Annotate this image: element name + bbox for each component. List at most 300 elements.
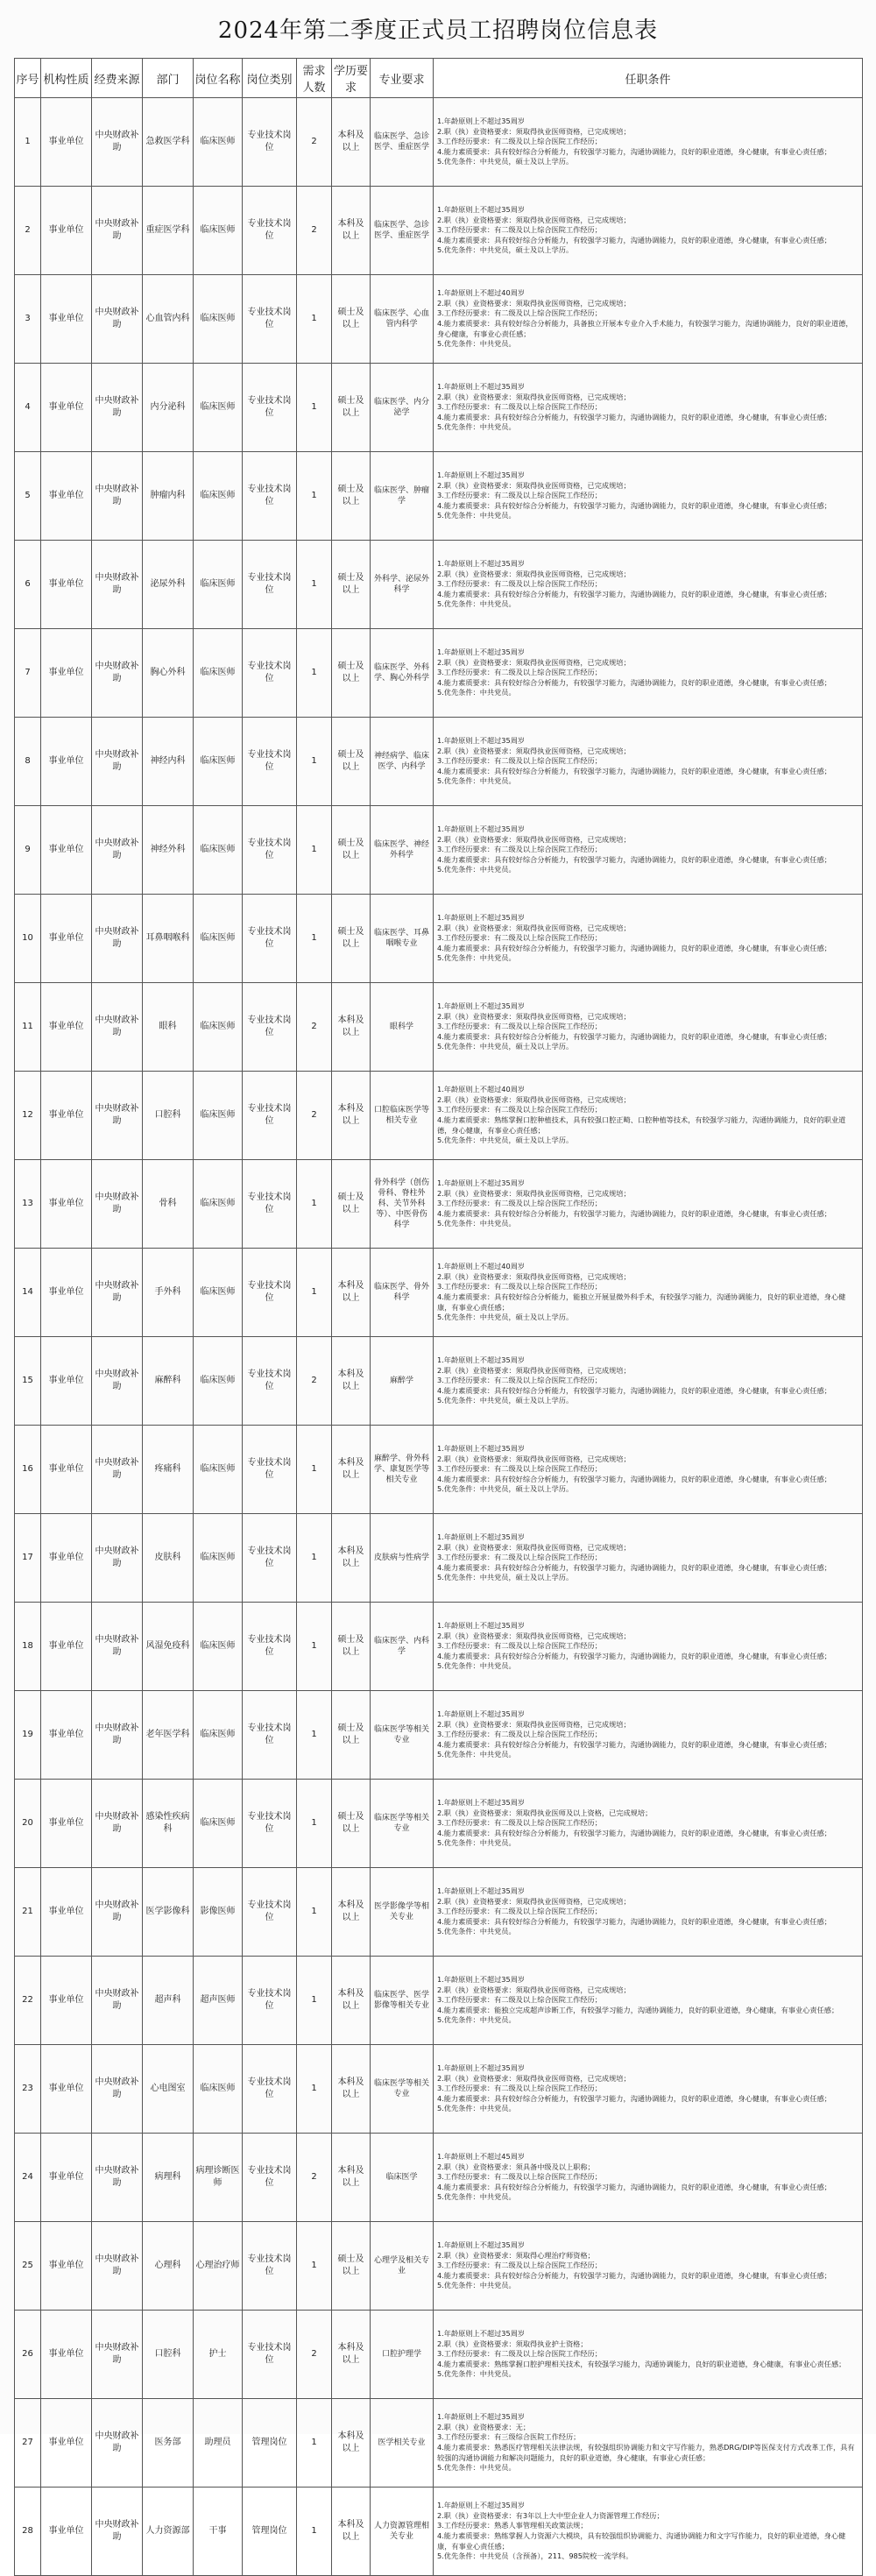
- cell-category: 专业技术岗位: [243, 1868, 297, 1957]
- cell-dept: 耳鼻咽喉科: [143, 895, 194, 983]
- cell-no: 15: [15, 1337, 41, 1426]
- cell-dept: 口腔科: [143, 1072, 194, 1160]
- header-row: [15, 59, 863, 98]
- cell-major: 医学影像学等相关专业: [371, 1868, 434, 1957]
- table-row: [15, 364, 863, 452]
- cell-dept: 口腔科: [143, 2311, 194, 2399]
- cell-no: 19: [15, 1691, 41, 1780]
- cell-category: 专业技术岗位: [243, 452, 297, 541]
- cell-education: 本科及以上: [332, 1337, 371, 1426]
- cell-count: 1: [297, 2488, 332, 2576]
- cell-nature: 事业单位: [41, 1957, 92, 2045]
- cell-category: 专业技术岗位: [243, 718, 297, 806]
- cell-post: 临床医师: [194, 1160, 243, 1249]
- cell-dept: 手外科: [143, 1249, 194, 1337]
- cell-major: 临床医学、神经外科学: [371, 806, 434, 895]
- cell-education: 本科及以上: [332, 1957, 371, 2045]
- cell-post: 临床医师: [194, 187, 243, 275]
- cell-nature: 事业单位: [41, 1072, 92, 1160]
- table-row: [15, 187, 863, 275]
- cell-major: 口腔临床医学等相关专业: [371, 1072, 434, 1160]
- cell-no: 18: [15, 1603, 41, 1691]
- cell-category: 专业技术岗位: [243, 1603, 297, 1691]
- cell-dept: 眼科: [143, 983, 194, 1072]
- cell-post: 影像医师: [194, 1868, 243, 1957]
- cell-count: 1: [297, 1691, 332, 1780]
- cell-fund: 中央财政补助: [92, 2488, 143, 2576]
- cell-requirements: 1.年龄原则上不超过35周岁 2.职（执）业资格要求：须取得执业医师资格，已完成规培； 3.工作经历要求：有二级及以上综合医院工作经历； 4.能力素质要求：具有较好综合分析能力，有较强学习能力，沟通协调能力，良好的职业道德，身心健康，有事业心责任感； 5.优先条件：中共党员。: [434, 1603, 863, 1691]
- cell-education: 硕士及以上: [332, 452, 371, 541]
- cell-category: 专业技术岗位: [243, 98, 297, 187]
- cell-post: 护士: [194, 2311, 243, 2399]
- table-row: [15, 895, 863, 983]
- cell-count: 2: [297, 1072, 332, 1160]
- cell-requirements: 1.年龄原则上不超过40周岁 2.职（执）业资格要求：须取得执业医师资格，已完成规培； 3.工作经历要求：有二级及以上综合医院工作经历； 4.能力素质要求：具有较好综合分析能力，能独立开展显微外科手术，有较强学习能力，沟通协调能力，良好的职业道德，身心健康，有事业心责任感； 5.优先条件：中共党员，硕士及以上学历。: [434, 1249, 863, 1337]
- cell-post: 临床医师: [194, 1072, 243, 1160]
- cell-dept: 风湿免疫科: [143, 1603, 194, 1691]
- cell-fund: 中央财政补助: [92, 2045, 143, 2134]
- cell-post: 临床医师: [194, 364, 243, 452]
- cell-no: 6: [15, 541, 41, 629]
- cell-category: 专业技术岗位: [243, 806, 297, 895]
- cell-count: 1: [297, 718, 332, 806]
- cell-nature: 事业单位: [41, 364, 92, 452]
- cell-dept: 心血管内科: [143, 275, 194, 364]
- cell-no: 17: [15, 1514, 41, 1603]
- cell-count: 1: [297, 452, 332, 541]
- cell-dept: 重症医学科: [143, 187, 194, 275]
- cell-dept: 肿瘤内科: [143, 452, 194, 541]
- table-row: [15, 541, 863, 629]
- cell-education: 本科及以上: [332, 1426, 371, 1514]
- cell-post: 临床医师: [194, 1780, 243, 1868]
- cell-requirements: 1.年龄原则上不超过35周岁 2.职（执）业资格要求：须取得执业医师资格，已完成规培； 3.工作经历要求：有二级及以上综合医院工作经历； 4.能力素质要求：具有较好综合分析能力，有较强学习能力，沟通协调能力，良好的职业道德，身心健康，有事业心责任感； 5.优先条件：中共党员。: [434, 718, 863, 806]
- cell-fund: 中央财政补助: [92, 541, 143, 629]
- cell-fund: 中央财政补助: [92, 2134, 143, 2222]
- cell-nature: 事业单位: [41, 895, 92, 983]
- cell-count: 1: [297, 2045, 332, 2134]
- cell-count: 2: [297, 2134, 332, 2222]
- cell-count: 2: [297, 983, 332, 1072]
- cell-nature: 事业单位: [41, 1603, 92, 1691]
- cell-category: 专业技术岗位: [243, 1957, 297, 2045]
- header-post: 岗位名称: [194, 59, 243, 98]
- cell-count: 1: [297, 2222, 332, 2311]
- cell-count: 1: [297, 1514, 332, 1603]
- cell-fund: 中央财政补助: [92, 1957, 143, 2045]
- cell-major: 临床医学等相关专业: [371, 1780, 434, 1868]
- cell-post: 临床医师: [194, 541, 243, 629]
- table-row: [15, 1249, 863, 1337]
- cell-requirements: 1.年龄原则上不超过35周岁 2.职（执）业资格要求：须取得执业医师及以上资格，已完成规培； 3.工作经历要求：有二级及以上综合医院工作经历； 4.能力素质要求：具有较好综合分析能力，有较强学习能力，沟通协调能力，良好的职业道德，身心健康，有事业心责任感； 5.优先条件：中共党员。: [434, 1780, 863, 1868]
- cell-requirements: 1.年龄原则上不超过35周岁 2.职（执）业资格要求：无； 3.工作经历要求：有三级综合医院工作经历； 4.能力素质要求：熟悉医疗管理相关法律法规，有较强组织协调能力和文字写作能力，熟悉DRG/DIP等医保支付方式改革工作，具有较强的沟通协调能力和解决问题能力，良好的职业道德，身心健康，有事业心责任感； 5.优先条件：中共党员。: [434, 2399, 863, 2488]
- cell-major: 临床医学、耳鼻咽喉专业: [371, 895, 434, 983]
- cell-no: 25: [15, 2222, 41, 2311]
- table-row: [15, 806, 863, 895]
- cell-dept: 病理科: [143, 2134, 194, 2222]
- cell-category: 专业技术岗位: [243, 629, 297, 718]
- cell-dept: 超声科: [143, 1957, 194, 2045]
- cell-post: 临床医师: [194, 452, 243, 541]
- cell-nature: 事业单位: [41, 2045, 92, 2134]
- cell-major: 临床医学、外科学、胸心外科学: [371, 629, 434, 718]
- cell-fund: 中央财政补助: [92, 452, 143, 541]
- cell-education: 硕士及以上: [332, 806, 371, 895]
- cell-no: 16: [15, 1426, 41, 1514]
- cell-requirements: 1.年龄原则上不超过35周岁 2.职（执）业资格要求：须取得心理治疗师资格； 3.工作经历要求：有二级及以上综合医院工作经历； 4.能力素质要求：具有较好综合分析能力，有较强学习能力，沟通协调能力，良好的职业道德，身心健康，有事业心责任感； 5.优先条件：中共党员。: [434, 2222, 863, 2311]
- cell-nature: 事业单位: [41, 541, 92, 629]
- cell-requirements: 1.年龄原则上不超过35周岁 2.职（执）业资格要求：须取得执业护士资格； 3.工作经历要求：有二级及以上综合医院工作经历； 4.能力素质要求：熟练掌握口腔护理相关技术，有较强学习能力，沟通协调能力，良好的职业道德，身心健康，有事业心责任感； 5.优先条件：中共党员。: [434, 2311, 863, 2399]
- cell-requirements: 1.年龄原则上不超过35周岁 2.职（执）业资格要求：有3年以上大中型企业人力资源管理工作经历； 3.工作经历要求：熟悉人事管理相关政策法规； 4.能力素质要求：熟练掌握人力资源六大模块，具有较强组织协调能力、沟通协调能力和文字写作能力，良好的职业道德，身心健康，有事业心责任感； 5.优先条件：中共党员（含预备），211、985院校一流学科。: [434, 2488, 863, 2576]
- cell-major: 眼科学: [371, 983, 434, 1072]
- cell-requirements: 1.年龄原则上不超过35周岁 2.职（执）业资格要求：须取得执业医师资格，已完成规培； 3.工作经历要求：有二级及以上综合医院工作经历； 4.能力素质要求：具有较好综合分析能力，有较强学习能力，沟通协调能力，良好的职业道德，身心健康，有事业心责任感； 5.优先条件：中共党员。: [434, 1160, 863, 1249]
- table-row: [15, 718, 863, 806]
- cell-count: 1: [297, 1426, 332, 1514]
- table-row: [15, 98, 863, 187]
- table-row: [15, 2399, 863, 2488]
- cell-category: 专业技术岗位: [243, 983, 297, 1072]
- cell-category: 专业技术岗位: [243, 275, 297, 364]
- cell-dept: 人力资源部: [143, 2488, 194, 2576]
- cell-major: 心理学及相关专业: [371, 2222, 434, 2311]
- cell-nature: 事业单位: [41, 1780, 92, 1868]
- cell-category: 专业技术岗位: [243, 1072, 297, 1160]
- cell-no: 24: [15, 2134, 41, 2222]
- cell-category: 管理岗位: [243, 2488, 297, 2576]
- cell-count: 2: [297, 187, 332, 275]
- table-row: [15, 1337, 863, 1426]
- cell-nature: 事业单位: [41, 1691, 92, 1780]
- cell-post: 临床医师: [194, 1249, 243, 1337]
- cell-major: 神经病学、临床医学、内科学: [371, 718, 434, 806]
- cell-education: 本科及以上: [332, 1249, 371, 1337]
- cell-count: 1: [297, 1603, 332, 1691]
- cell-category: 专业技术岗位: [243, 1337, 297, 1426]
- cell-fund: 中央财政补助: [92, 1868, 143, 1957]
- table-row: [15, 1957, 863, 2045]
- cell-category: 专业技术岗位: [243, 364, 297, 452]
- cell-category: 专业技术岗位: [243, 187, 297, 275]
- header-category: 岗位类别: [243, 59, 297, 98]
- cell-major: 临床医学、心血管内科学: [371, 275, 434, 364]
- table-row: [15, 2311, 863, 2399]
- cell-education: 硕士及以上: [332, 541, 371, 629]
- cell-education: 硕士及以上: [332, 2222, 371, 2311]
- cell-dept: 胸心外科: [143, 629, 194, 718]
- cell-count: 2: [297, 1337, 332, 1426]
- table-row: [15, 1072, 863, 1160]
- header-nature: 机构性质: [41, 59, 92, 98]
- cell-no: 1: [15, 98, 41, 187]
- cell-requirements: 1.年龄原则上不超过35周岁 2.职（执）业资格要求：须取得执业医师资格，已完成规培； 3.工作经历要求：有二级及以上综合医院工作经历； 4.能力素质要求：具有较好综合分析能力，有较强学习能力，沟通协调能力，良好的职业道德，身心健康，有事业心责任感； 5.优先条件：中共党员。: [434, 1868, 863, 1957]
- cell-education: 本科及以上: [332, 2311, 371, 2399]
- cell-dept: 感染性疾病科: [143, 1780, 194, 1868]
- table-row: [15, 275, 863, 364]
- cell-major: 麻醉学: [371, 1337, 434, 1426]
- cell-education: 硕士及以上: [332, 895, 371, 983]
- cell-post: 临床医师: [194, 98, 243, 187]
- cell-dept: 皮肤科: [143, 1514, 194, 1603]
- cell-requirements: 1.年龄原则上不超过35周岁 2.职（执）业资格要求：须取得执业医师资格，已完成规培； 3.工作经历要求：有二级及以上综合医院工作经历； 4.能力素质要求：具有较好综合分析能力，有较强学习能力，沟通协调能力，良好的职业道德，身心健康，有事业心责任感； 5.优先条件：中共党员。: [434, 895, 863, 983]
- cell-nature: 事业单位: [41, 2311, 92, 2399]
- cell-education: 本科及以上: [332, 2134, 371, 2222]
- table-row: [15, 1691, 863, 1780]
- cell-no: 3: [15, 275, 41, 364]
- cell-post: 心理治疗师: [194, 2222, 243, 2311]
- cell-category: 专业技术岗位: [243, 2045, 297, 2134]
- cell-fund: 中央财政补助: [92, 1337, 143, 1426]
- cell-post: 病理诊断医师: [194, 2134, 243, 2222]
- cell-requirements: 1.年龄原则上不超过35周岁 2.职（执）业资格要求：须取得执业医师资格，已完成规培； 3.工作经历要求：有二级及以上综合医院工作经历； 4.能力素质要求：具有较好综合分析能力，有较强学习能力，沟通协调能力，良好的职业道德，身心健康，有事业心责任感； 5.优先条件：中共党员。: [434, 2045, 863, 2134]
- cell-major: 外科学、泌尿外科学: [371, 541, 434, 629]
- cell-post: 超声医师: [194, 1957, 243, 2045]
- cell-dept: 医学影像科: [143, 1868, 194, 1957]
- table-row: [15, 2134, 863, 2222]
- cell-category: 专业技术岗位: [243, 895, 297, 983]
- cell-dept: 麻醉科: [143, 1337, 194, 1426]
- cell-major: 临床医学、肿瘤学: [371, 452, 434, 541]
- cell-no: 23: [15, 2045, 41, 2134]
- cell-dept: 心理科: [143, 2222, 194, 2311]
- cell-post: 临床医师: [194, 275, 243, 364]
- cell-dept: 心电图室: [143, 2045, 194, 2134]
- cell-fund: 中央财政补助: [92, 1426, 143, 1514]
- cell-no: 2: [15, 187, 41, 275]
- cell-requirements: 1.年龄原则上不超过35周岁 2.职（执）业资格要求：须取得执业医师资格，已完成规培； 3.工作经历要求：有二级及以上综合医院工作经历； 4.能力素质要求：具有较好综合分析能力，有较强学习能力，沟通协调能力，良好的职业道德，身心健康，有事业心责任感； 5.优先条件：中共党员。: [434, 629, 863, 718]
- cell-education: 本科及以上: [332, 187, 371, 275]
- cell-fund: 中央财政补助: [92, 275, 143, 364]
- cell-fund: 中央财政补助: [92, 806, 143, 895]
- cell-nature: 事业单位: [41, 2399, 92, 2488]
- cell-major: 医学相关专业: [371, 2399, 434, 2488]
- cell-post: 助理员: [194, 2399, 243, 2488]
- cell-fund: 中央财政补助: [92, 1160, 143, 1249]
- cell-post: 临床医师: [194, 1603, 243, 1691]
- cell-fund: 中央财政补助: [92, 2222, 143, 2311]
- cell-nature: 事业单位: [41, 452, 92, 541]
- cell-count: 1: [297, 806, 332, 895]
- job-table: [14, 58, 863, 2576]
- table-body: [15, 98, 863, 2576]
- cell-education: 硕士及以上: [332, 1691, 371, 1780]
- cell-dept: 疼痛科: [143, 1426, 194, 1514]
- cell-no: 14: [15, 1249, 41, 1337]
- cell-nature: 事业单位: [41, 275, 92, 364]
- cell-education: 硕士及以上: [332, 1603, 371, 1691]
- cell-nature: 事业单位: [41, 983, 92, 1072]
- table-row: [15, 1868, 863, 1957]
- cell-requirements: 1.年龄原则上不超过35周岁 2.职（执）业资格要求：须取得执业医师资格，已完成规培； 3.工作经历要求：有二级及以上综合医院工作经历； 4.能力素质要求：具有较好综合分析能力，有较强学习能力，沟通协调能力，良好的职业道德，身心健康，有事业心责任感； 5.优先条件：中共党员。: [434, 452, 863, 541]
- cell-education: 本科及以上: [332, 2045, 371, 2134]
- cell-education: 硕士及以上: [332, 1780, 371, 1868]
- cell-no: 22: [15, 1957, 41, 2045]
- cell-count: 1: [297, 629, 332, 718]
- cell-count: 1: [297, 1780, 332, 1868]
- cell-nature: 事业单位: [41, 2488, 92, 2576]
- cell-requirements: 1.年龄原则上不超过40周岁 2.职（执）业资格要求：须取得执业医师资格，已完成规培； 3.工作经历要求：有二级及以上综合医院工作经历； 4.能力素质要求：具有较好综合分析能力，具备独立开展本专业介入手术能力，有较强学习能力，沟通协调能力，良好的职业道德，身心健康，有事业心责任感； 5.优先条件：中共党员。: [434, 275, 863, 364]
- cell-education: 本科及以上: [332, 1868, 371, 1957]
- cell-no: 27: [15, 2399, 41, 2488]
- cell-requirements: 1.年龄原则上不超过35周岁 2.职（执）业资格要求：须取得执业医师资格，已完成规培； 3.工作经历要求：有二级及以上综合医院工作经历； 4.能力素质要求：具有较好综合分析能力，有较强学习能力，沟通协调能力，良好的职业道德，身心健康，有事业心责任感； 5.优先条件：中共党员。: [434, 541, 863, 629]
- table-row: [15, 2045, 863, 2134]
- cell-education: 本科及以上: [332, 98, 371, 187]
- cell-nature: 事业单位: [41, 718, 92, 806]
- cell-category: 专业技术岗位: [243, 2134, 297, 2222]
- cell-dept: 泌尿外科: [143, 541, 194, 629]
- cell-major: 临床医学、骨外科学: [371, 1249, 434, 1337]
- cell-post: 临床医师: [194, 806, 243, 895]
- cell-requirements: 1.年龄原则上不超过35周岁 2.职（执）业资格要求：须取得执业医师资格，已完成规培； 3.工作经历要求：有二级及以上综合医院工作经历； 4.能力素质要求：具有较好综合分析能力，有较强学习能力，沟通协调能力，良好的职业道德，身心健康，有事业心责任感； 5.优先条件：中共党员，硕士及以上学历。: [434, 187, 863, 275]
- cell-no: 20: [15, 1780, 41, 1868]
- cell-dept: 骨科: [143, 1160, 194, 1249]
- cell-category: 专业技术岗位: [243, 1514, 297, 1603]
- cell-no: 26: [15, 2311, 41, 2399]
- cell-category: 专业技术岗位: [243, 541, 297, 629]
- cell-no: 11: [15, 983, 41, 1072]
- cell-count: 1: [297, 541, 332, 629]
- header-no: 序号: [15, 59, 41, 98]
- cell-nature: 事业单位: [41, 2134, 92, 2222]
- table-row: [15, 629, 863, 718]
- cell-education: 硕士及以上: [332, 718, 371, 806]
- cell-fund: 中央财政补助: [92, 1249, 143, 1337]
- cell-education: 硕士及以上: [332, 1160, 371, 1249]
- cell-requirements: 1.年龄原则上不超过45周岁 2.职（执）业资格要求：须具备中级及以上职称； 3.工作经历要求：有二级及以上综合医院工作经历； 4.能力素质要求：具有较好综合分析能力，有较强学习能力，沟通协调能力，良好的职业道德，身心健康，有事业心责任感； 5.优先条件：中共党员。: [434, 2134, 863, 2222]
- cell-education: 本科及以上: [332, 983, 371, 1072]
- cell-education: 硕士及以上: [332, 364, 371, 452]
- cell-nature: 事业单位: [41, 1160, 92, 1249]
- cell-post: 临床医师: [194, 1514, 243, 1603]
- cell-count: 1: [297, 895, 332, 983]
- cell-category: 专业技术岗位: [243, 1691, 297, 1780]
- cell-no: 12: [15, 1072, 41, 1160]
- cell-category: 专业技术岗位: [243, 1249, 297, 1337]
- cell-major: 皮肤病与性病学: [371, 1514, 434, 1603]
- header-count: 需求人数: [297, 59, 332, 98]
- cell-major: 临床医学、急诊医学、重症医学: [371, 98, 434, 187]
- cell-nature: 事业单位: [41, 1868, 92, 1957]
- cell-count: 1: [297, 275, 332, 364]
- cell-major: 临床医学、内分泌学: [371, 364, 434, 452]
- cell-no: 7: [15, 629, 41, 718]
- cell-major: 临床医学、急诊医学、重症医学: [371, 187, 434, 275]
- cell-category: 专业技术岗位: [243, 2222, 297, 2311]
- cell-count: 1: [297, 2399, 332, 2488]
- cell-fund: 中央财政补助: [92, 1780, 143, 1868]
- cell-count: 2: [297, 2311, 332, 2399]
- cell-requirements: 1.年龄原则上不超过35周岁 2.职（执）业资格要求：须取得执业医师资格，已完成规培； 3.工作经历要求：有二级及以上综合医院工作经历； 4.能力素质要求：能独立完成超声诊断工作，有较强学习能力，沟通协调能力，良好的职业道德，身心健康，有事业心责任感； 5.优先条件：中共党员。: [434, 1957, 863, 2045]
- cell-fund: 中央财政补助: [92, 1072, 143, 1160]
- cell-nature: 事业单位: [41, 98, 92, 187]
- table-row: [15, 1160, 863, 1249]
- cell-dept: 内分泌科: [143, 364, 194, 452]
- table-row: [15, 1426, 863, 1514]
- cell-dept: 神经外科: [143, 806, 194, 895]
- cell-major: 人力资源管理相关专业: [371, 2488, 434, 2576]
- cell-dept: 老年医学科: [143, 1691, 194, 1780]
- cell-requirements: 1.年龄原则上不超过35周岁 2.职（执）业资格要求：须取得执业医师资格，已完成规培； 3.工作经历要求：有二级及以上综合医院工作经历； 4.能力素质要求：具有较好综合分析能力，有较强学习能力，沟通协调能力，良好的职业道德，身心健康，有事业心责任感； 5.优先条件：中共党员，硕士及以上学历。: [434, 1337, 863, 1426]
- cell-education: 本科及以上: [332, 1514, 371, 1603]
- cell-requirements: 1.年龄原则上不超过35周岁 2.职（执）业资格要求：须取得执业医师资格，已完成规培； 3.工作经历要求：有二级及以上综合医院工作经历； 4.能力素质要求：具有较好综合分析能力，有较强学习能力，沟通协调能力，良好的职业道德，身心健康，有事业心责任感； 5.优先条件：中共党员。: [434, 364, 863, 452]
- cell-education: 本科及以上: [332, 1072, 371, 1160]
- cell-fund: 中央财政补助: [92, 364, 143, 452]
- table-row: [15, 1514, 863, 1603]
- table-row: [15, 452, 863, 541]
- header-requirements: 任职条件: [434, 59, 863, 98]
- cell-no: 13: [15, 1160, 41, 1249]
- cell-no: 21: [15, 1868, 41, 1957]
- cell-no: 9: [15, 806, 41, 895]
- cell-post: 临床医师: [194, 1426, 243, 1514]
- table-row: [15, 2222, 863, 2311]
- cell-no: 5: [15, 452, 41, 541]
- cell-major: 临床医学: [371, 2134, 434, 2222]
- cell-requirements: 1.年龄原则上不超过35周岁 2.职（执）业资格要求：须取得执业医师资格，已完成规培； 3.工作经历要求：有二级及以上综合医院工作经历； 4.能力素质要求：具有较好综合分析能力，有较强学习能力，沟通协调能力，良好的职业道德，身心健康，有事业心责任感； 5.优先条件：中共党员，硕士及以上学历。: [434, 1426, 863, 1514]
- cell-post: 临床医师: [194, 629, 243, 718]
- cell-requirements: 1.年龄原则上不超过40周岁 2.职（执）业资格要求：须取得执业医师资格，已完成规培； 3.工作经历要求：有二级及以上综合医院工作经历； 4.能力素质要求：熟练掌握口腔种植技术，具有较强口腔正畸、口腔种植等技术，有较强学习能力，沟通协调能力，良好的职业道德，身心健康，有事业心责任感； 5.优先条件：中共党员，硕士及以上学历。: [434, 1072, 863, 1160]
- cell-post: 干事: [194, 2488, 243, 2576]
- cell-dept: 医务部: [143, 2399, 194, 2488]
- cell-fund: 中央财政补助: [92, 718, 143, 806]
- cell-fund: 中央财政补助: [92, 1603, 143, 1691]
- header-dept: 部门: [143, 59, 194, 98]
- cell-no: 8: [15, 718, 41, 806]
- cell-education: 本科及以上: [332, 2488, 371, 2576]
- cell-nature: 事业单位: [41, 2222, 92, 2311]
- cell-nature: 事业单位: [41, 1249, 92, 1337]
- cell-major: 临床医学等相关专业: [371, 1691, 434, 1780]
- cell-fund: 中央财政补助: [92, 2399, 143, 2488]
- cell-education: 硕士及以上: [332, 275, 371, 364]
- cell-major: 临床医学等相关专业: [371, 2045, 434, 2134]
- cell-fund: 中央财政补助: [92, 1514, 143, 1603]
- cell-post: 临床医师: [194, 1337, 243, 1426]
- cell-requirements: 1.年龄原则上不超过35周岁 2.职（执）业资格要求：须取得执业医师资格，已完成规培； 3.工作经历要求：有二级及以上综合医院工作经历； 4.能力素质要求：具有较好综合分析能力，有较强学习能力，沟通协调能力，良好的职业道德，身心健康，有事业心责任感； 5.优先条件：中共党员。: [434, 806, 863, 895]
- cell-count: 1: [297, 1868, 332, 1957]
- header-fund: 经费来源: [92, 59, 143, 98]
- cell-category: 专业技术岗位: [243, 1160, 297, 1249]
- cell-count: 2: [297, 98, 332, 187]
- cell-post: 临床医师: [194, 983, 243, 1072]
- cell-nature: 事业单位: [41, 629, 92, 718]
- table-row: [15, 1780, 863, 1868]
- cell-category: 专业技术岗位: [243, 1780, 297, 1868]
- cell-no: 4: [15, 364, 41, 452]
- table-row: [15, 1603, 863, 1691]
- cell-nature: 事业单位: [41, 187, 92, 275]
- cell-post: 临床医师: [194, 1691, 243, 1780]
- cell-fund: 中央财政补助: [92, 983, 143, 1072]
- cell-major: 骨外科学（创伤骨科、脊柱外科、关节外科等）、中医骨伤科学: [371, 1160, 434, 1249]
- cell-education: 本科及以上: [332, 2399, 371, 2488]
- cell-count: 1: [297, 364, 332, 452]
- cell-dept: 急救医学科: [143, 98, 194, 187]
- cell-fund: 中央财政补助: [92, 1691, 143, 1780]
- cell-count: 1: [297, 1957, 332, 2045]
- cell-no: 10: [15, 895, 41, 983]
- cell-fund: 中央财政补助: [92, 629, 143, 718]
- cell-major: 临床医学、医学影像等相关专业: [371, 1957, 434, 2045]
- cell-post: 临床医师: [194, 895, 243, 983]
- cell-post: 临床医师: [194, 2045, 243, 2134]
- cell-major: 口腔护理学: [371, 2311, 434, 2399]
- cell-major: 麻醉学、骨外科学、康复医学等相关专业: [371, 1426, 434, 1514]
- cell-requirements: 1.年龄原则上不超过35周岁 2.职（执）业资格要求：须取得执业医师资格，已完成规培； 3.工作经历要求：有二级及以上综合医院工作经历； 4.能力素质要求：具有较好综合分析能力，有较强学习能力，沟通协调能力，良好的职业道德，身心健康，有事业心责任感； 5.优先条件：中共党员，硕士及以上学历。: [434, 1514, 863, 1603]
- table-row: [15, 2488, 863, 2576]
- cell-requirements: 1.年龄原则上不超过35周岁 2.职（执）业资格要求：须取得执业医师资格，已完成规培； 3.工作经历要求：有二级及以上综合医院工作经历； 4.能力素质要求：具有较好综合分析能力，有较强学习能力，沟通协调能力，良好的职业道德，身心健康，有事业心责任感； 5.优先条件：中共党员，硕士及以上学历。: [434, 98, 863, 187]
- header-major: 专业要求: [371, 59, 434, 98]
- cell-category: 管理岗位: [243, 2399, 297, 2488]
